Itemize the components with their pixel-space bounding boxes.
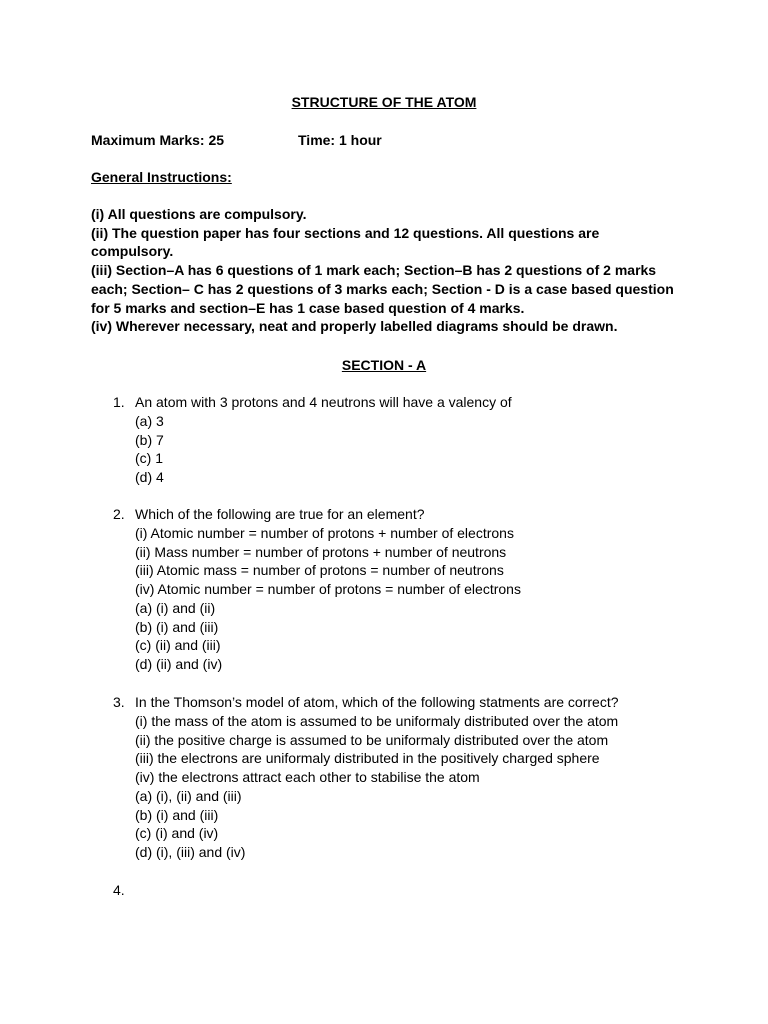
option-line: (b) 7: [135, 431, 164, 448]
statement-line: (iv) the electrons attract each other to stabilise the atom: [135, 769, 480, 785]
question-number: 3.: [113, 694, 125, 710]
option-line: (b) (i) and (iii): [135, 806, 219, 823]
option-line: (d) (i), (iii) and (iv): [135, 844, 246, 860]
option-line: (c) (ii) and (iii): [135, 637, 221, 654]
statement-line: (iii) Atomic mass = number of protons = number of neutrons: [135, 562, 504, 579]
question-body: [135, 393, 715, 487]
question-body: [135, 505, 715, 674]
instruction-item: (i) All questions are compulsory.: [91, 206, 307, 222]
option-line: (a) 3: [135, 412, 164, 429]
option-line: (c) 1: [135, 450, 163, 467]
option-line: (a) (i), (ii) and (iii): [135, 787, 242, 804]
question-number: 1.: [113, 394, 125, 410]
general-instructions-heading: General Instructions:: [91, 169, 232, 185]
statement-line: (ii) the positive charge is assumed to be uniformaly distributed over the atom: [135, 731, 609, 748]
option-line: (d) 4: [135, 469, 164, 485]
document-title: STRUCTURE OF THE ATOM: [291, 94, 477, 110]
question-text: An atom with 3 protons and 4 neutrons will have a valency of: [135, 394, 512, 410]
instruction-item: (ii) The question paper has four sections and 12 questions. All questions are compulsory.: [91, 224, 600, 260]
time-allowed: Time: 1 hour: [298, 132, 382, 148]
instruction-item: (iv) Wherever necessary, neat and properly labelled diagrams should be drawn.: [91, 318, 618, 335]
question-text: Which of the following are true for an element?: [135, 506, 425, 522]
option-line: (c) (i) and (iv): [135, 825, 219, 842]
maximum-marks: Maximum Marks: 25: [91, 132, 225, 148]
option-line: (b) (i) and (iii): [135, 618, 219, 635]
option-line: (a) (i) and (ii): [135, 599, 216, 616]
instruction-item: (iii) Section–A has 6 questions of 1 mark each; Section–B has 2 questions of 2 marks each; Section– C has 2 questions of 3 marks each; Section - D is a case based question for 5 marks and section–E has 1 case based question of 4 marks.: [91, 262, 674, 316]
statement-line: (iii) the electrons are uniformaly distributed in the positively charged sphere: [135, 750, 600, 767]
question-text: In the Thomson’s model of atom, which of the following statments are correct?: [135, 694, 619, 710]
statement-line: (i) the mass of the atom is assumed to be uniformaly distributed over the atom: [135, 712, 619, 729]
statement-line: (i) Atomic number = number of protons + number of electrons: [135, 524, 514, 541]
question-number: 4.: [113, 882, 125, 898]
statement-line: (iv) Atomic number = number of protons = number of electrons: [135, 581, 521, 597]
statement-line: (ii) Mass number = number of protons + number of neutrons: [135, 543, 507, 560]
question-number: 2.: [113, 506, 125, 522]
section-a-heading: SECTION - A: [341, 357, 427, 373]
general-instructions-list: [91, 205, 681, 336]
option-line: (d) (ii) and (iv): [135, 656, 223, 672]
question-body: [135, 693, 715, 862]
